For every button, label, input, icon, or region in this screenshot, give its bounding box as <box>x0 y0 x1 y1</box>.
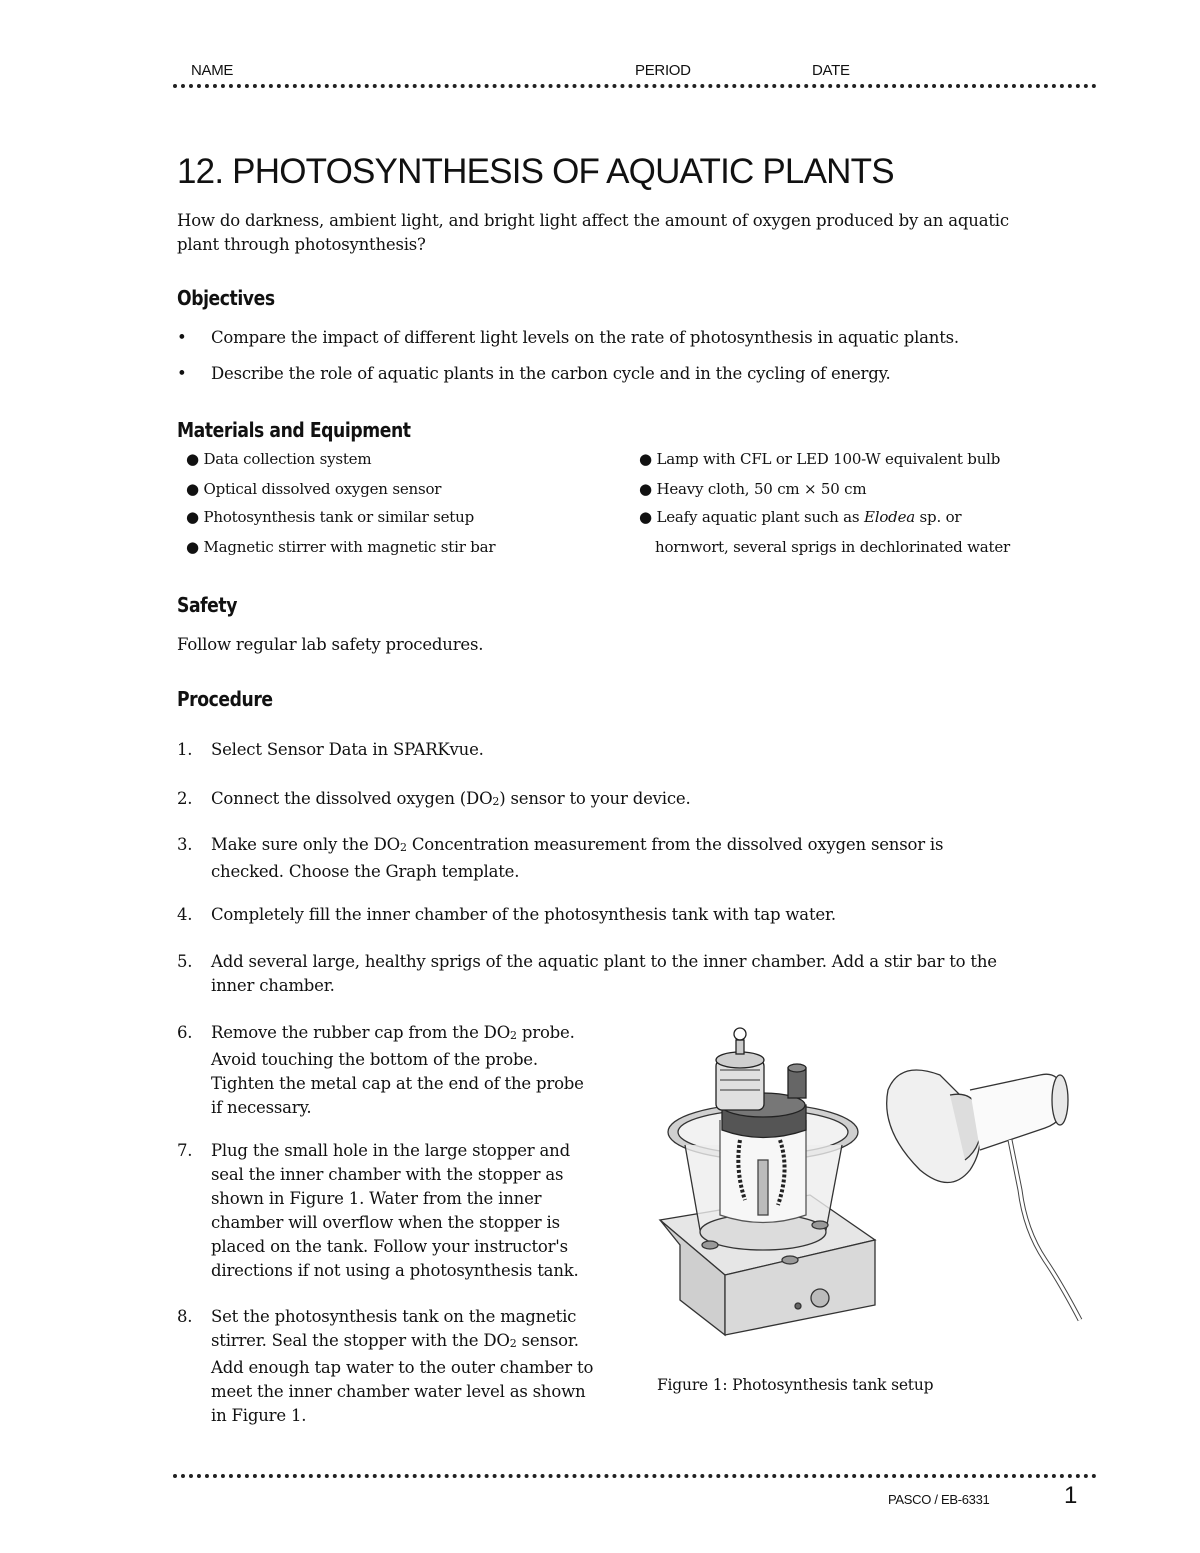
intro-line-2: plant through photosynthesis? <box>177 235 426 254</box>
bullet-icon: ● <box>186 508 199 526</box>
bullet-icon: ● <box>639 480 652 498</box>
bullet-icon: ● <box>186 538 199 556</box>
materials-heading: Materials and Equipment <box>177 418 411 442</box>
period-label: PERIOD <box>635 62 691 79</box>
document-code: PASCO / EB-6331 <box>888 1492 990 1507</box>
material-item: ● Photosynthesis tank or similar setup <box>186 508 474 526</box>
page-title: 12. PHOTOSYNTHESIS OF AQUATIC PLANTS <box>177 152 894 191</box>
figure-caption: Figure 1: Photosynthesis tank setup <box>657 1376 934 1394</box>
material-item: ● Leafy aquatic plant such as Elodea sp. or <box>639 508 962 526</box>
intro-line-1: How do darkness, ambient light, and bright light affect the amount of oxygen produced by an aquatic <box>177 211 1009 230</box>
date-label: DATE <box>812 62 850 79</box>
bullet-icon: ● <box>639 450 652 468</box>
objective-text: Compare the impact of different light levels on the rate of photosynthesis in aquatic plants. <box>211 328 959 347</box>
intro-question <box>177 209 1009 257</box>
lamp <box>887 1070 1080 1320</box>
tank-setup-illustration <box>650 1020 1090 1350</box>
name-label: NAME <box>191 62 234 79</box>
bullet-icon: • <box>177 328 187 347</box>
material-item: ● Heavy cloth, 50 cm × 50 cm <box>639 480 867 498</box>
bullet-icon: ● <box>186 450 199 468</box>
bullet-icon: ● <box>639 508 652 526</box>
bullet-icon: • <box>177 364 187 383</box>
safety-text: Follow regular lab safety procedures. <box>177 635 484 654</box>
do2-sensor <box>716 1028 806 1138</box>
material-item: ● Magnetic stirrer with magnetic stir bar <box>186 538 496 556</box>
objectives-heading: Objectives <box>177 286 275 310</box>
header-divider <box>173 84 1097 88</box>
material-item: ● Optical dissolved oxygen sensor <box>186 480 442 498</box>
photosynthesis-tank-figure <box>650 1020 1090 1350</box>
material-item: ● Lamp with CFL or LED 100-W equivalent bulb <box>639 450 1001 468</box>
page-number: 1 <box>1064 1482 1078 1509</box>
safety-heading: Safety <box>177 593 237 617</box>
material-item-continued: hornwort, several sprigs in dechlorinated water <box>655 538 1010 556</box>
objective-text: Describe the role of aquatic plants in the carbon cycle and in the cycling of energy. <box>211 364 891 383</box>
material-item: ● Data collection system <box>186 450 372 468</box>
footer-divider <box>173 1474 1097 1478</box>
bullet-icon: ● <box>186 480 199 498</box>
procedure-heading: Procedure <box>177 687 273 711</box>
